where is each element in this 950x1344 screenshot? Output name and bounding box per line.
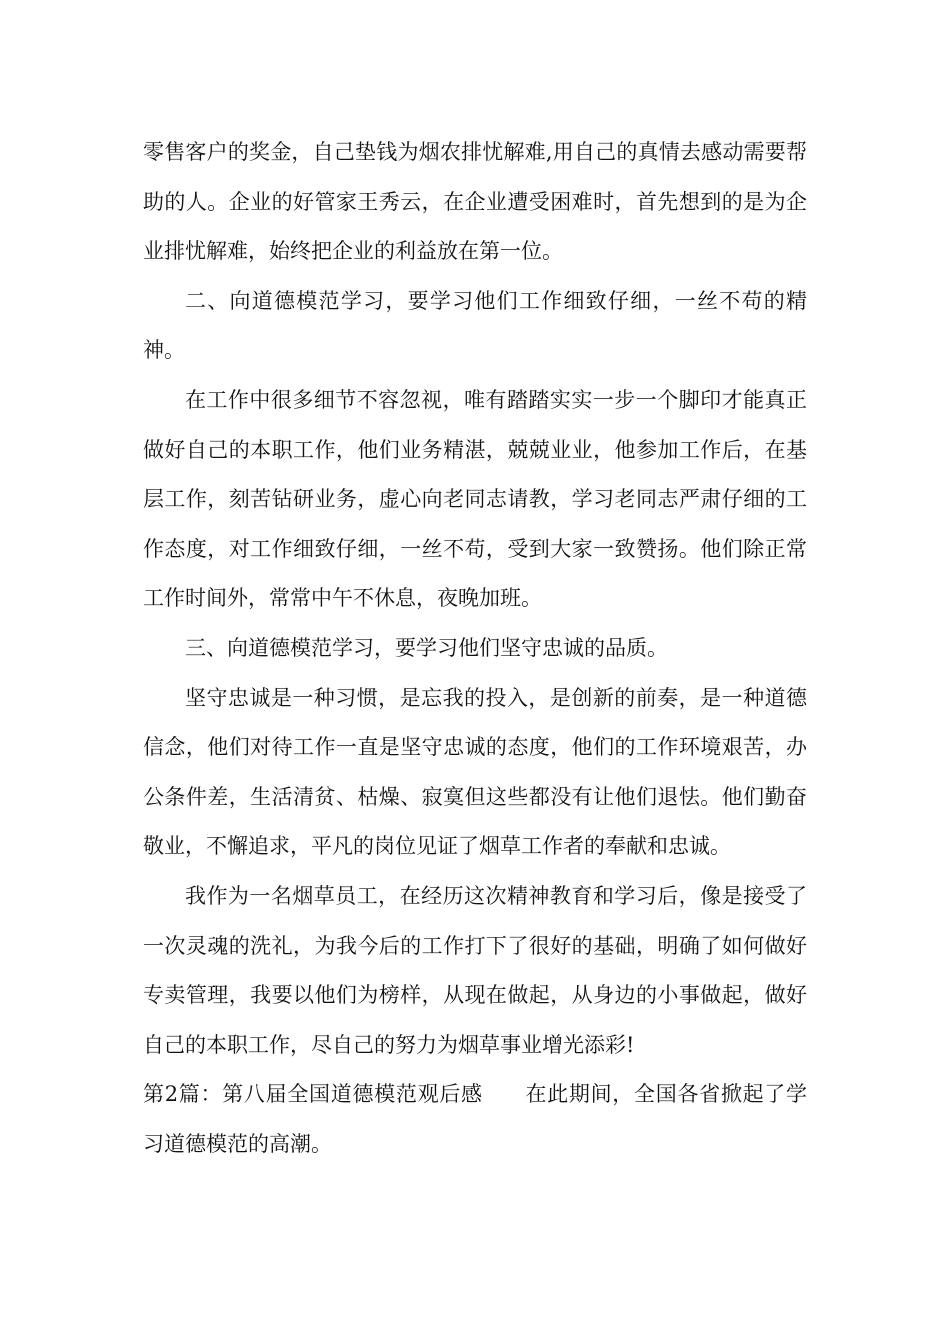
section-heading: 第2篇：第八届全国道德模范观后感 — [143, 1082, 483, 1107]
paragraph-6: 我作为一名烟草员工，在经历这次精神教育和学习后，像是接受了一次灵魂的洗礼，为我今后的工作打下了很好的基础，明确了如何做好专卖管理，我要以他们为榜样，从现在做起，从身边的小事做起，做好自己的本职工作，尽自己的努力为烟草事业增光添彩! — [143, 883, 807, 1057]
paragraph-2: 二、向道德模范学习，要学习他们工作细致仔细，一丝不苟的精神。 — [143, 288, 807, 363]
document-body — [143, 128, 807, 1169]
paragraph-7 — [143, 1070, 807, 1169]
paragraph-3: 在工作中很多细节不容忽视，唯有踏踏实实一步一个脚印才能真正做好自己的本职工作，他们业务精湛，兢兢业业，他参加工作后，在基层工作，刻苦钻研业务，虚心向老同志请教，学习老同志严肃仔细的工作态度，对工作细致仔细，一丝不苟，受到大家一致赞扬。他们除正常工作时间外，常常中午不休息，夜晚加班。 — [143, 387, 807, 611]
section-text: 在此期间，全国各省掀起了学习道德模范的高潮。 — [143, 1082, 807, 1156]
paragraph-1: 零售客户的奖金，自己垫钱为烟农排忧解难,用自己的真情去感动需要帮助的人。企业的好管家王秀云，在企业遭受困难时，首先想到的是为企业排忧解难，始终把企业的利益放在第一位。 — [143, 140, 807, 264]
paragraph-4: 三、向道德模范学习，要学习他们坚守忠诚的品质。 — [185, 635, 668, 660]
paragraph-5: 坚守忠诚是一种习惯，是忘我的投入，是创新的前奏，是一种道德信念，他们对待工作一直是坚守忠诚的态度，他们的工作环境艰苦，办公条件差，生活清贫、枯燥、寂寞但这些都没有让他们退怯。他们勤奋敬业，不懈追求，平凡的岗位见证了烟草工作者的奉献和忠诚。 — [143, 685, 807, 859]
